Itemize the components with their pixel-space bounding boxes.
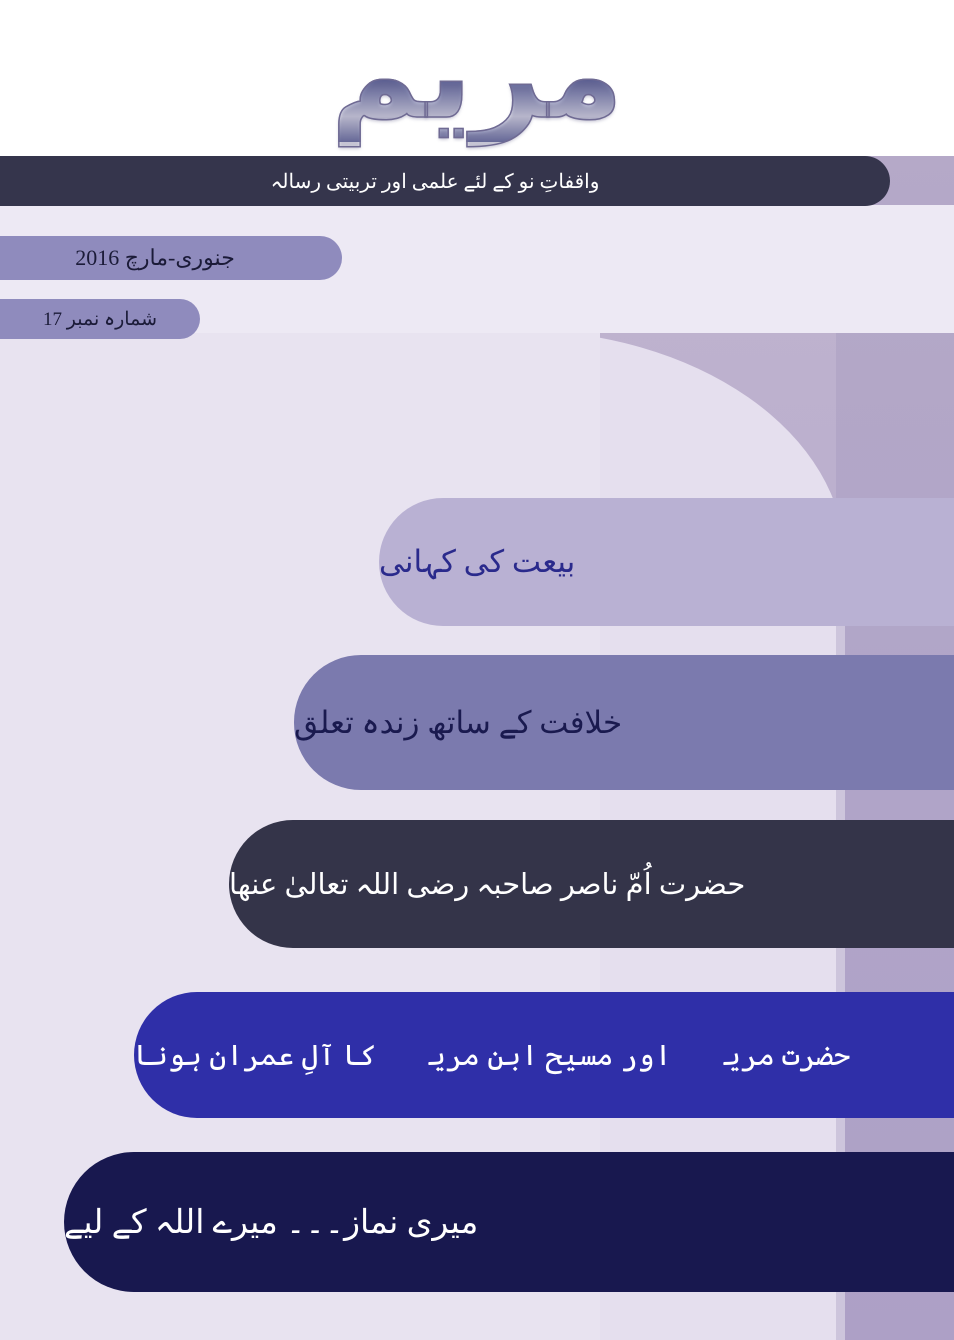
issue-number-chip bbox=[0, 299, 200, 339]
tagline-bar bbox=[0, 156, 890, 206]
issue-date-text: جنوری-مارچ 2016 bbox=[75, 245, 235, 270]
article-title-3: حضرت اُمّ ناصر صاحبہ رضی اللہ تعالیٰ عنھا bbox=[229, 868, 746, 901]
tagline-text: واقفاتِ نو کے لئے علمی اور تربیتی رسالہ bbox=[270, 170, 600, 193]
masthead bbox=[0, 0, 954, 156]
article-bar-1[interactable] bbox=[379, 498, 954, 626]
issue-number-text: شمارہ نمبر 17 bbox=[43, 308, 157, 330]
article-title-4: حضرت مریمؑ اور مسیح ابن مریمؑ کا آلِ عمران ہونا bbox=[134, 1039, 851, 1072]
issue-date-chip bbox=[0, 236, 342, 280]
article-title-5: میری نماز۔۔۔ میرے اللہ کے لیے bbox=[64, 1205, 479, 1241]
article-bar-5[interactable] bbox=[64, 1152, 954, 1292]
magazine-title: مريم bbox=[330, 4, 624, 146]
article-bar-2[interactable] bbox=[294, 655, 954, 790]
article-bar-4[interactable] bbox=[134, 992, 954, 1118]
article-title-2: خلافت کے ساتھ زندہ تعلق bbox=[294, 704, 623, 740]
article-title-1: بیعت کی کہانی bbox=[379, 544, 576, 579]
article-bar-3[interactable] bbox=[229, 820, 954, 948]
